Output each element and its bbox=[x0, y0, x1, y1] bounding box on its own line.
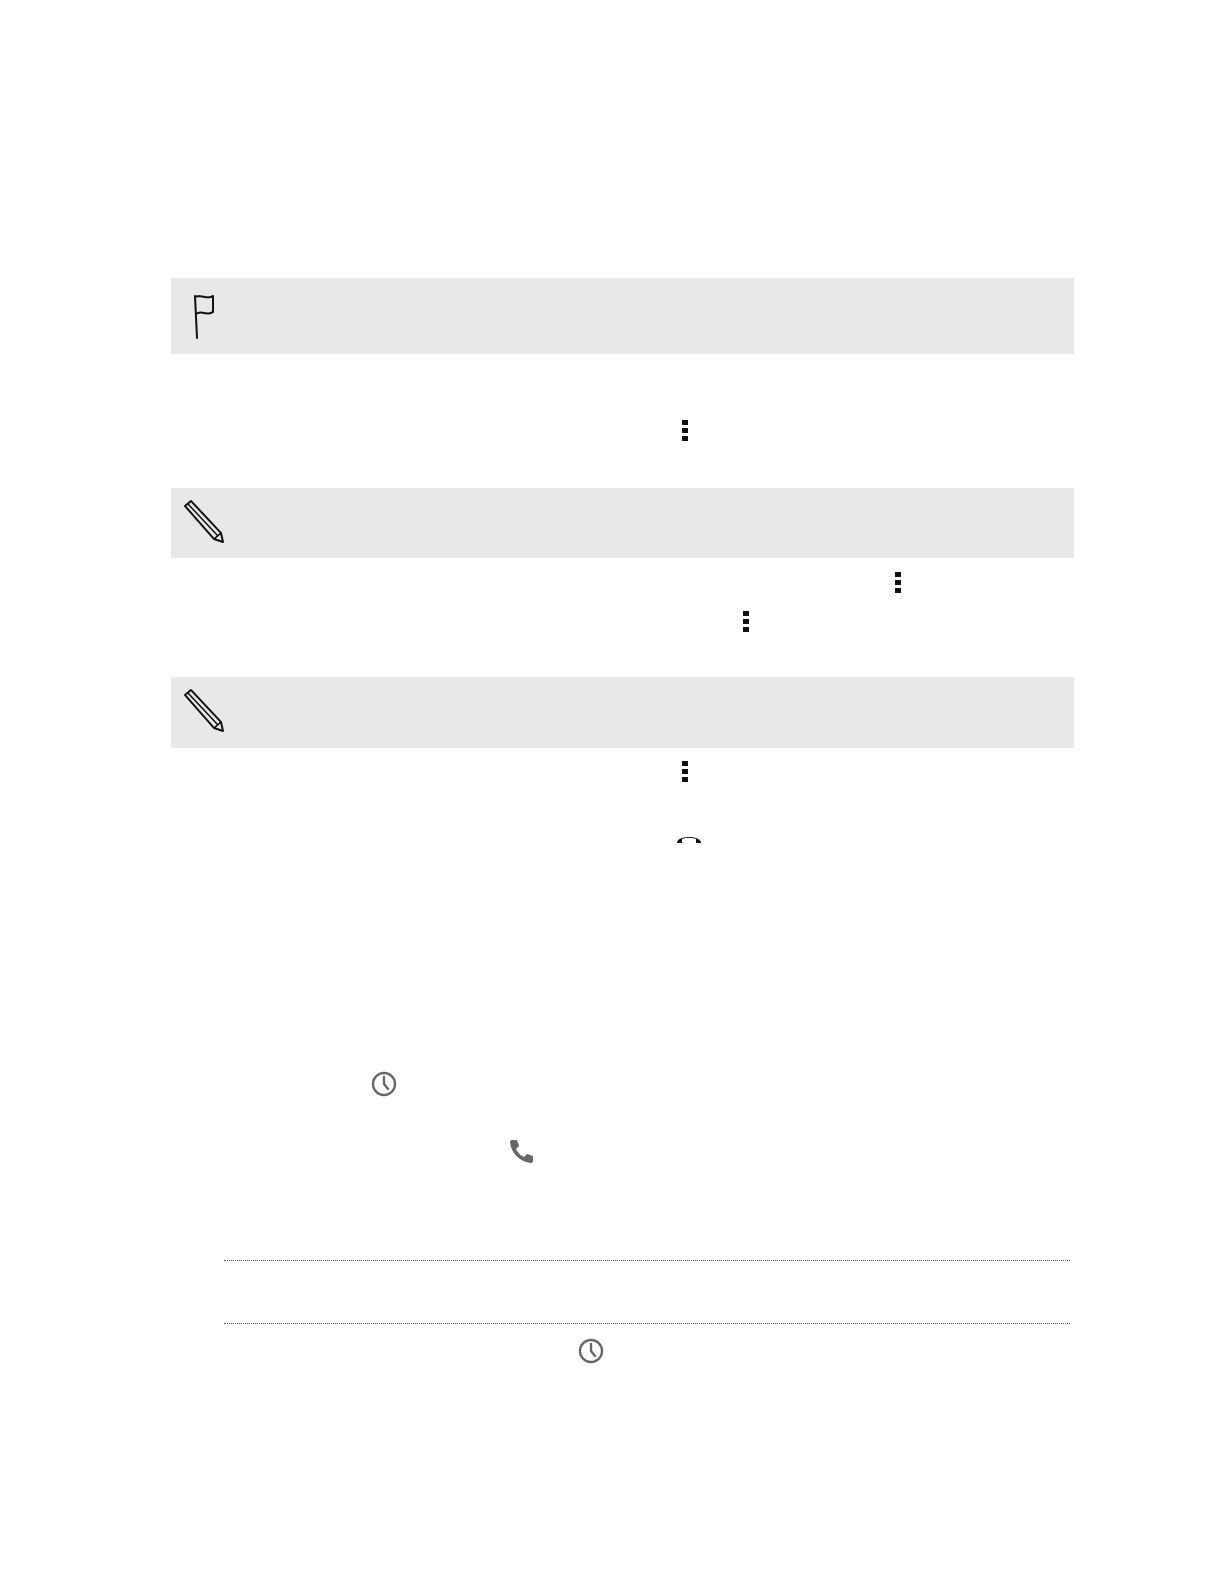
pencil-icon bbox=[181, 498, 227, 549]
call-history-icon bbox=[577, 1337, 605, 1370]
more-vertical-icon bbox=[682, 420, 688, 444]
note-band bbox=[171, 488, 1074, 558]
divider bbox=[224, 1260, 1070, 1261]
phone-icon bbox=[507, 1137, 535, 1170]
more-vertical-icon bbox=[743, 611, 749, 635]
tip-band bbox=[171, 278, 1074, 354]
more-vertical-icon bbox=[895, 572, 901, 596]
divider bbox=[224, 1323, 1070, 1324]
note-band bbox=[171, 677, 1074, 748]
pencil-icon bbox=[181, 687, 227, 738]
more-vertical-icon bbox=[682, 761, 688, 785]
flag-icon bbox=[181, 288, 215, 349]
call-history-icon bbox=[370, 1070, 398, 1103]
end-call-icon bbox=[675, 832, 703, 851]
